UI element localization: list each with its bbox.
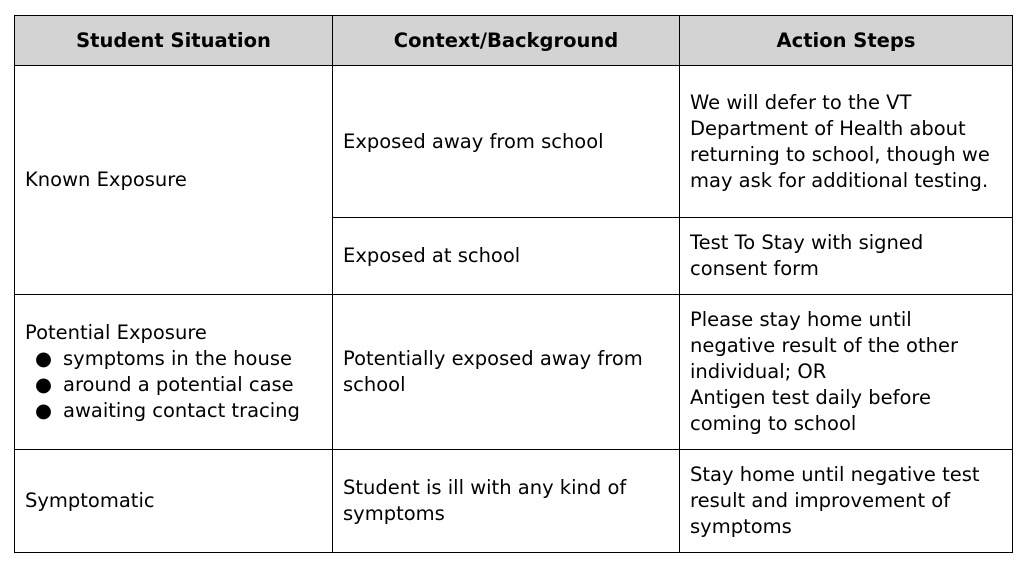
bullet-icon: ● [35,399,53,422]
action-potential-line-1: Please stay home until negative result of the other individual; OR [690,308,958,383]
potential-exposure-bullet-list [25,346,322,424]
context-student-ill: Student is ill with any kind of symptoms [333,450,680,553]
bullet-text: awaiting contact tracing [63,399,300,422]
context-exposed-away: Exposed away from school [333,66,680,218]
table-row [15,450,1013,553]
bullet-icon: ● [35,347,53,370]
action-symptomatic: Stay home until negative test result and improvement of symptoms [680,450,1013,553]
action-exposed-at-school: Test To Stay with signed consent form [680,218,1013,295]
table-row [15,66,1013,218]
action-potential-line-2: Antigen test daily before coming to school [690,386,931,435]
action-exposed-away: We will defer to the VT Department of Health about returning to school, though we may ask for additional testing. [680,66,1013,218]
bullet-text: around a potential case [63,373,294,396]
guidance-table [14,15,1013,553]
bullet-text: symptoms in the house [63,347,292,370]
list-item [35,346,322,372]
action-potentially-exposed [680,295,1013,450]
situation-symptomatic: Symptomatic [15,450,333,553]
context-potentially-exposed: Potentially exposed away from school [333,295,680,450]
header-action-steps: Action Steps [680,16,1013,66]
situation-potential-exposure [15,295,333,450]
table-row [15,295,1013,450]
header-row [15,16,1013,66]
context-exposed-at-school: Exposed at school [333,218,680,295]
situation-potential-exposure-label: Potential Exposure [25,321,207,344]
list-item [35,372,322,398]
bullet-icon: ● [35,373,53,396]
header-student-situation: Student Situation [15,16,333,66]
situation-known-exposure: Known Exposure [15,66,333,295]
list-item [35,398,322,424]
header-context-background: Context/Background [333,16,680,66]
